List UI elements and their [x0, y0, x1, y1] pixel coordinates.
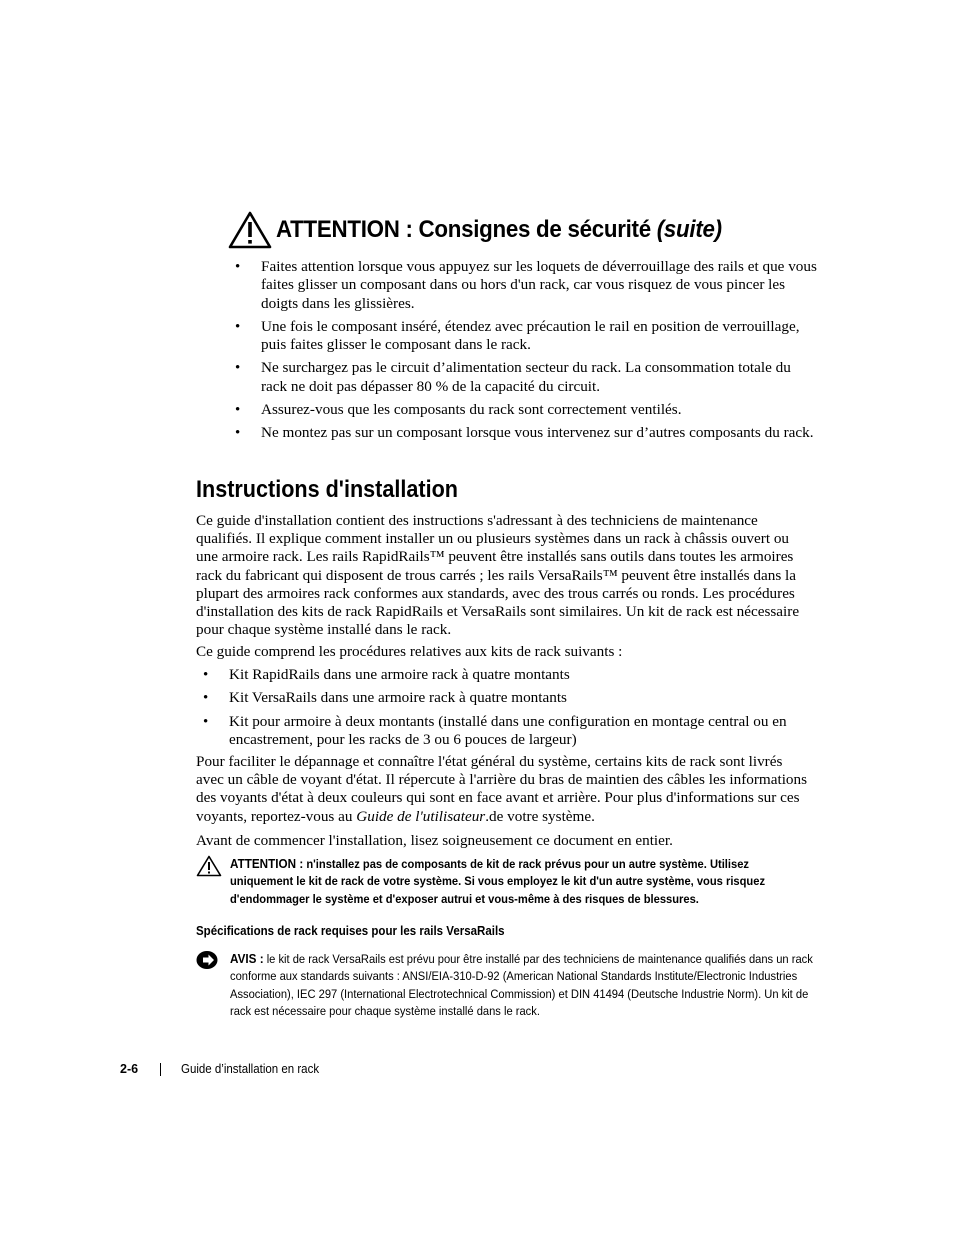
before-install-paragraph: Avant de commencer l'installation, lisez soigneusement ce document en entier. [196, 832, 673, 849]
footer-title: Guide d’installation en rack [181, 1062, 320, 1076]
bullet: • [203, 667, 209, 683]
page-number: 2-6 [120, 1062, 139, 1076]
list-item: • Kit VersaRails dans une armoire rack à quatre montants [203, 689, 567, 707]
list-item: • Ne surchargez pas le circuit d’alimentation secteur du rack. La consommation totale du rack ne doit pas dépasser 80 % de la capacité du circuit. [235, 359, 791, 395]
bullet: • [235, 360, 241, 377]
warning-triangle-icon [196, 855, 222, 877]
subheading: Spécifications de rack requises pour les rails VersaRails [196, 923, 505, 938]
bullet: • [235, 402, 241, 419]
list-item: • Kit pour armoire à deux montants (installé dans une configuration en montage central ou en encastrement, pour les racks de 3 ou 6 pouces de largeur) [203, 712, 787, 748]
attention-heading-text: ATTENTION : Consignes de sécurité (suite) [276, 216, 722, 243]
list-item: • Ne montez pas sur un composant lorsque vous intervenez sur d’autres composants du rack. [235, 424, 814, 442]
list-item: • Une fois le composant inséré, étendez avec précaution le rail en position de verrouillage, puis faites glisser le composant dans le rack. [235, 317, 800, 354]
intro-paragraph: Ce guide d'installation contient des instructions s'adressant à des techniciens de maintenance qualifiés. Il explique comment installer un ou plusieurs systèmes dans un rack à châssis ouvert ou une armoire rack. Les rails RapidRails™ peuvent être installés sans outils dans toutes les armoires rack du fabricant qui disposent de trous carrés ; les rails VersaRails™ peuvent être installés dans la plupart des armoires rack conformes aux standards, avec des trous carrés ou ronds. Les procédures d'installation des kits de rack RapidRails et VersaRails sont similaires. Un kit de rack est nécessaire pour chaque système installé dans le rack. [196, 512, 800, 639]
section-title: Instructions d'installation [196, 476, 458, 503]
safety-list [235, 258, 817, 448]
attention-note [196, 855, 816, 908]
status-paragraph: Pour faciliter le dépannage et connaître l'état général du système, certains kits de rack sont livrés avec un câble de voyant d'état. Il répercute à l'arrière du bras de maintien des câbles les informations des voyants d'état à deux couleurs qui sont en face avant et arrière. Pour plus d'informations sur ces voyants, reportez-vous au Guide de l'utilisateur.de votre système. [196, 753, 808, 825]
list-item: • Kit RapidRails dans une armoire rack à quatre montants [203, 666, 570, 683]
bullet: • [235, 259, 241, 275]
footer-separator [160, 1063, 161, 1076]
warning-triangle-icon [228, 211, 272, 249]
bullet: • [203, 713, 209, 730]
bullet: • [203, 690, 209, 707]
page-footer [120, 1062, 331, 1076]
notice-arrow-icon [196, 950, 220, 970]
bullet: • [235, 318, 241, 335]
attention-heading [228, 211, 755, 249]
kits-intro: Ce guide comprend les procédures relatives aux kits de rack suivants : [196, 643, 623, 660]
kits-list [203, 666, 814, 754]
list-item: • Assurez-vous que les composants du rack sont correctement ventilés. [235, 401, 682, 419]
attention-note-text: ATTENTION : n'installez pas de composants de kit de rack prévus pour un autre système. Utilisez uniquement le kit de rack de votre système. Si vous employez le kit d'un autre système, vous risquez d'endommager le système et d'exposer autrui et vous-même à des risques de blessures. [230, 856, 766, 906]
avis-note [196, 950, 816, 1020]
list-item: • Faites attention lorsque vous appuyez sur les loquets de déverrouillage des rails et que vous faites glisser un composant dans ou hors d'un rack, car vous risquez de vous pincer les doigts dans les glissières. [235, 258, 817, 312]
avis-note-text: AVIS : le kit de rack VersaRails est prévu pour être installé par des techniciens de maintenance qualifiés dans un rack conforme aux standards suivants : ANSI/EIA-310-D-92 (American National Standards Institute/Electronic Industries Association), IEC 297 (International Electrotechnical Commission) et DIN 41494 (Deutsche Industrie Norm). Un kit de rack est nécessaire pour chaque système installé dans le rack. [230, 951, 813, 1018]
bullet: • [235, 425, 241, 442]
